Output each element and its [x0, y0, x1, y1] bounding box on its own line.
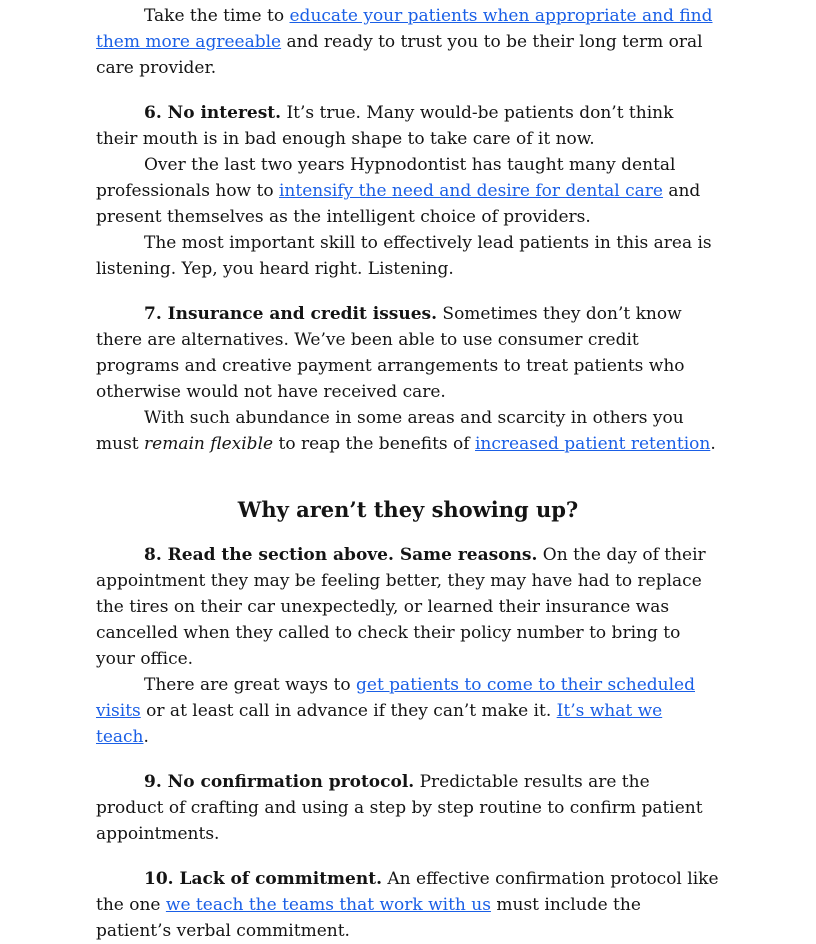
paragraph-text: or at least call in advance if they can’t make it.: [140, 701, 557, 721]
paragraph-text: The most important skill to effectively lead patients in this area is listening. Yep, you heard right. Listening.: [96, 233, 712, 279]
link-intensify-need[interactable]: intensify the need and desire for dental care: [278, 181, 663, 201]
article-body: [96, 3, 720, 944]
item-10-heading: 10. Lack of commitment.: [144, 869, 382, 889]
item-7-heading: 7. Insurance and credit issues.: [144, 304, 438, 324]
paragraph-text: must include the patient’s verbal commitment.: [96, 895, 641, 941]
paragraph-item-6: [96, 100, 720, 152]
link-patient-retention[interactable]: increased patient retention: [475, 434, 711, 454]
paragraph-text: to reap the benefits of: [273, 434, 475, 454]
paragraph-text: and present themselves as the intelligent choice of providers.: [96, 181, 701, 227]
paragraph-item-7-detail: [96, 405, 720, 457]
paragraph-item-6-detail: [96, 152, 720, 230]
paragraph-text: On the day of their appointment they may be feeling better, they may have had to replace the tires on their car unexpectedly, or learned their insurance was cancelled when they called to check their policy number to bring to your office.: [96, 545, 706, 669]
paragraph-text: Predictable results are the product of crafting and using a step by step routine to confirm patient appointments.: [96, 772, 703, 844]
link-what-we-teach[interactable]: It’s what we teach: [96, 701, 663, 747]
paragraph-text: An effective confirmation protocol like the one: [96, 869, 719, 915]
link-teams-work-with-us[interactable]: we teach the teams that work with us: [165, 895, 491, 915]
paragraph-item-8: [96, 542, 720, 672]
paragraph-text: and ready to trust you to be their long term oral care provider.: [96, 32, 703, 78]
paragraph-item-7: [96, 301, 720, 405]
paragraph-item-6-listening: [96, 230, 720, 282]
paragraph-text: With such abundance in some areas and scarcity in others you must: [96, 408, 684, 454]
item-8-heading: 8. Read the section above. Same reasons.: [144, 545, 538, 565]
emphasis-remain-flexible: remain flexible: [144, 434, 274, 454]
link-educate-patients[interactable]: educate your patients when appropriate and find them more agreeable: [96, 6, 713, 52]
paragraph-text: .: [143, 727, 149, 747]
paragraph-text: Over the last two years Hypnodontist has taught many dental professionals how to: [96, 155, 676, 201]
paragraph-text: .: [710, 434, 716, 454]
link-scheduled-visits[interactable]: get patients to come to their scheduled visits: [96, 675, 695, 721]
paragraph-text: There are great ways to: [144, 675, 356, 695]
item-9-heading: 9. No confirmation protocol.: [144, 772, 415, 792]
paragraph-item-9: [96, 769, 720, 847]
section-heading: Why aren’t they showing up?: [237, 497, 579, 522]
paragraph-educate: [96, 3, 720, 81]
item-6-heading: 6. No interest.: [144, 103, 282, 123]
paragraph-item-8-detail: [96, 672, 720, 750]
paragraph-text: Sometimes they don’t know there are alternatives. We’ve been able to use consumer credit programs and creative payment arrangements to treat patients who otherwise would not have received care.: [96, 304, 685, 402]
paragraph-text: Take the time to: [144, 6, 290, 26]
paragraph-item-10: [96, 866, 720, 944]
paragraph-text: It’s true. Many would-be patients don’t think their mouth is in bad enough shape to take care of it now.: [96, 103, 674, 149]
